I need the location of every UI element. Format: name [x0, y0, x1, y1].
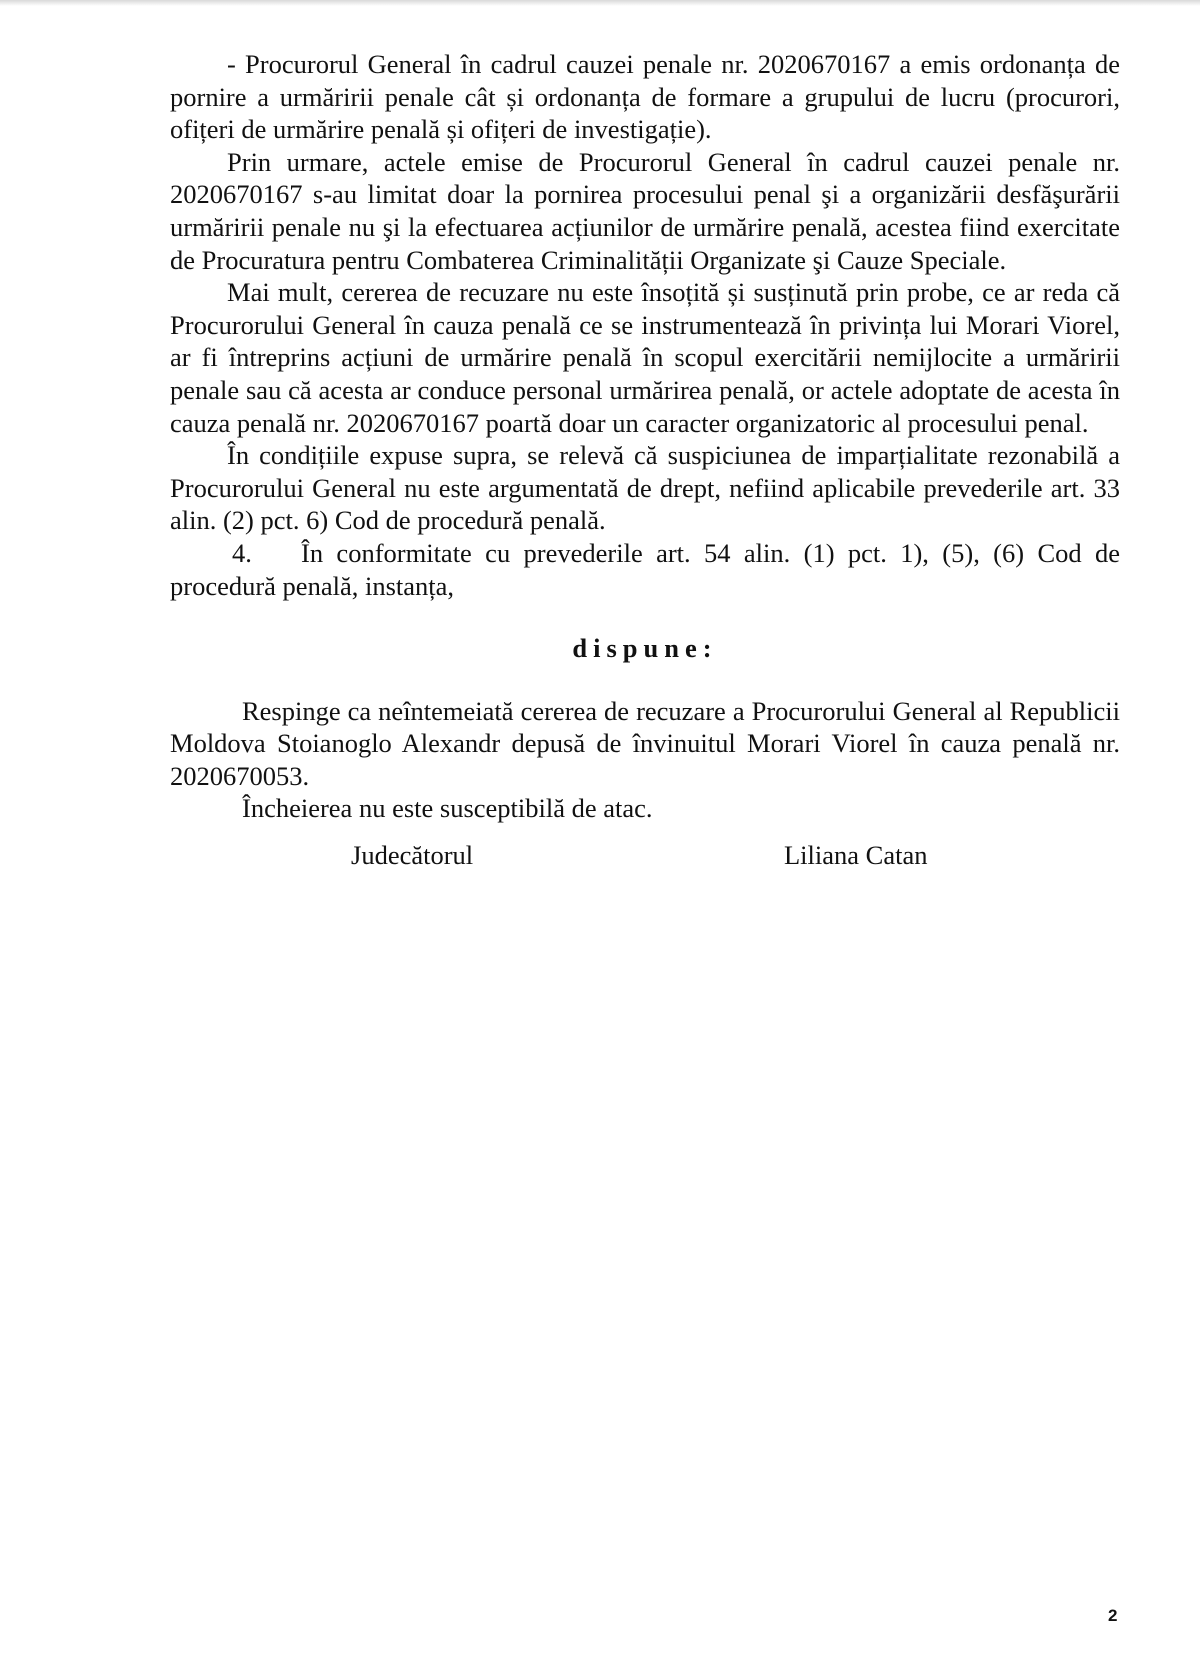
paragraph-prin-urmare: Prin urmare, actele emise de Procurorul General în cadrul cauzei penale nr. 2020670167 s-au limitat doar la pornirea procesului penal şi a organizării desfăşurării urmăririi penale nu şi la efectuarea acțiunilor de urmărire penală, acestea fiind exercitate de Procuratura pentru Combaterea Criminalității Organizate şi Cauze Speciale.	[170, 146, 1120, 275]
resolution-final-note: Încheierea nu este susceptibilă de atac.	[242, 793, 653, 824]
numbered-paragraph-text: În conformitate cu prevederile art. 54 alin. (1) pct. 1), (5), (6) Cod de procedură penală, instanța,	[170, 537, 1120, 601]
judge-title: Judecătorul	[351, 840, 474, 871]
paragraph-conditiile-expuse: În condițiile expuse supra, se relevă că suspiciunea de imparțialitate rezonabilă a Procurorului General nu este argumentată de drept, nefiind aplicabile prevederile art. 33 alin. (2) pct. 6) Cod de procedură penală.	[170, 440, 1120, 536]
document-page	[170, 48, 1120, 879]
resolution-respinge: Respinge ca neîntemeiată cererea de recuzare a Procurorului General al Republicii Moldova Stoianoglo Alexandr depusă de învinuitul Morari Viorel în cauza penală nr. 2020670053.	[170, 695, 1120, 791]
paragraph-number: 4.	[232, 537, 252, 568]
page-number: 2	[1108, 1606, 1118, 1625]
judge-name: Liliana Catan	[784, 840, 928, 871]
dispune-heading: dispune:	[572, 633, 718, 664]
signature-block	[170, 839, 1120, 879]
page-top-edge	[0, 0, 1200, 6]
paragraph-ordonanta: - Procurorul General în cadrul cauzei penale nr. 2020670167 a emis ordonanța de pornire a urmăririi penale cât și ordonanța de formare a grupului de lucru (procurori, ofițeri de urmărire penală și ofițeri de investigație).	[170, 49, 1120, 145]
numbered-paragraph-4	[170, 537, 1120, 602]
paragraph-mai-mult: Mai mult, cererea de recuzare nu este însoțită și susținută prin probe, ce ar reda că Procurorului General în cauza penală ce se instrumentează în privința lui Morari Viorel, ar fi întreprins acțiuni de urmărire penală în scopul exercitării nemijlocite a urmăririi penale sau că acesta ar conduce personal urmărirea penală, or actele adoptate de acesta în cauza penală nr. 2020670167 poartă doar un caracter organizatoric al procesului penal.	[170, 277, 1120, 438]
